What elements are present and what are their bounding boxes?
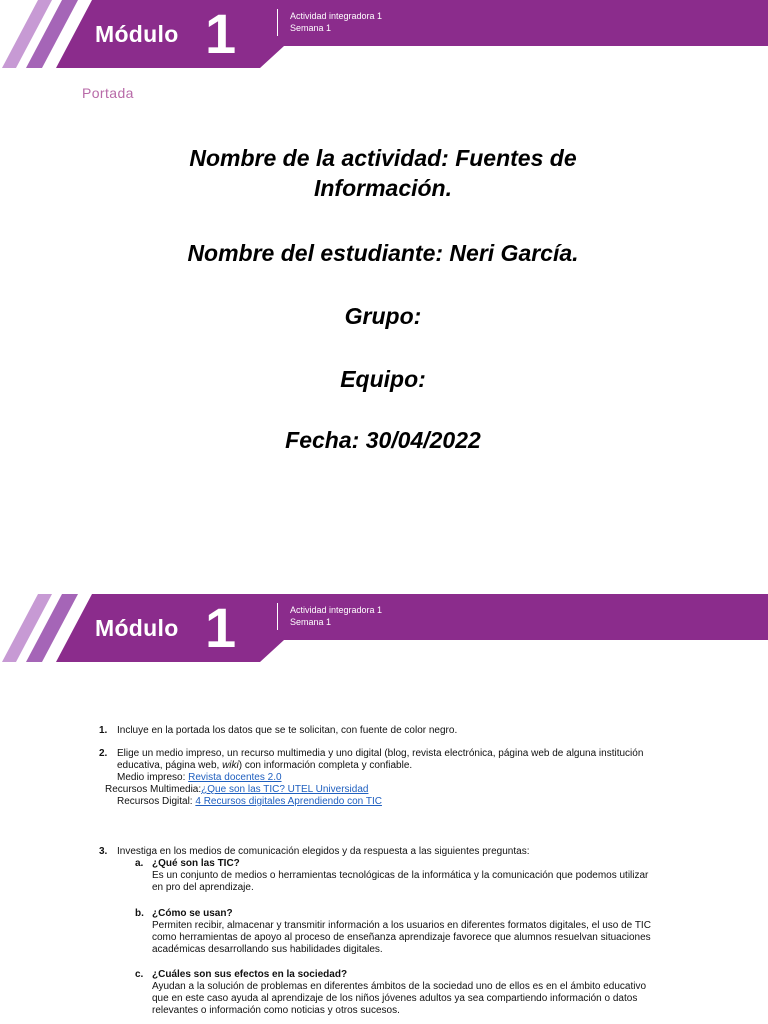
digital-resource-link[interactable]: 4 Recursos digitales Aprendiendo con TIC xyxy=(195,796,382,807)
activity-title xyxy=(100,143,666,203)
header-divider xyxy=(277,9,278,36)
answer-b-line2: como herramientas de apoyo al proceso de enseñanza aprendizaje favorece que alumnos resuelvan situaciones xyxy=(152,932,651,943)
answer-c-line2: que en este caso ayuda al aprendizaje de los niños jóvenes adultos ya sea compartiendo información o datos xyxy=(152,993,638,1004)
module-number: 1 xyxy=(205,596,237,659)
module-number: 1 xyxy=(205,2,237,65)
date-field: Fecha: 30/04/2022 xyxy=(285,427,481,453)
group-field: Grupo: xyxy=(344,303,422,329)
item-2-line2-a: educativa, página web, xyxy=(117,760,223,771)
team-field: Equipo: xyxy=(340,366,426,392)
question-c-letter: c. xyxy=(135,969,144,980)
instructions-page xyxy=(0,586,768,1024)
activity-title-line2: Información. xyxy=(313,175,452,201)
printed-medium-link[interactable]: Revista docentes 2.0 xyxy=(188,772,282,783)
item-2-line1: Elige un medio impreso, un recurso multimedia y uno digital (blog, revista electrónica, página web de alguna institución xyxy=(117,748,644,759)
digital-resource xyxy=(117,796,382,808)
week-label: Semana 1 xyxy=(290,617,332,627)
printed-medium xyxy=(117,772,282,784)
question-b-letter: b. xyxy=(135,908,144,919)
answer-a-line2: en pro del aprendizaje. xyxy=(152,882,254,893)
activity-name: Actividad integradora 1 xyxy=(290,11,383,21)
digital-resource-label: Recursos Digital: xyxy=(117,796,196,807)
student-name: Nombre del estudiante: Neri García. xyxy=(187,240,579,266)
item-2-line2-b: ) con información completa y confiable. xyxy=(238,760,413,771)
item-2-number: 2. xyxy=(99,748,108,759)
answer-c-line3: relevantes o información como noticias y otros sucesos. xyxy=(152,1005,400,1016)
question-a-letter: a. xyxy=(135,858,144,869)
answer-b-line3: académicas desarrollando sus habilidades digitales. xyxy=(152,944,383,955)
item-3-number: 3. xyxy=(99,846,108,857)
question-c: ¿Cuáles son sus efectos en la sociedad? xyxy=(152,969,348,980)
multimedia-resource xyxy=(105,784,368,796)
section-label: Portada xyxy=(82,85,134,101)
answer-a-line1: Es un conjunto de medios o herramientas tecnológicas de la informática y la comunicación que podemos utilizar xyxy=(152,870,649,881)
module-label: Módulo xyxy=(95,615,179,641)
answer-b-line1: Permiten recibir, almacenar y transmitir información a los usuarios en diferentes formatos digitales, el uso de TIC xyxy=(152,920,651,931)
printed-medium-label: Medio impreso: xyxy=(117,772,189,783)
activity-title-line1: Nombre de la actividad: Fuentes de xyxy=(189,145,577,171)
instructions-content xyxy=(0,586,768,1024)
answer-c-line1: Ayudan a la solución de problemas en diferentes ámbitos de la sociedad uno de ellos es en el ámbito educativo xyxy=(152,981,647,992)
activity-name: Actividad integradora 1 xyxy=(290,605,383,615)
module-label: Módulo xyxy=(95,21,179,47)
module-banner xyxy=(0,0,768,70)
multimedia-resource-link[interactable]: ¿Que son las TIC? UTEL Universidad xyxy=(201,784,369,795)
week-label: Semana 1 xyxy=(290,23,332,33)
question-a: ¿Qué son las TIC? xyxy=(152,858,240,869)
item-3-intro: Investiga en los medios de comunicación elegidos y da respuesta a las siguientes preguntas: xyxy=(117,846,530,857)
multimedia-resource-label: Recursos Multimedia: xyxy=(105,784,202,795)
item-2-line2 xyxy=(117,760,412,772)
item-2-wiki: wiki xyxy=(222,760,239,771)
question-b: ¿Cómo se usan? xyxy=(152,908,233,919)
item-1-number: 1. xyxy=(99,725,108,736)
header-meta xyxy=(290,10,382,34)
item-1-text: Incluye en la portada los datos que se te solicitan, con fuente de color negro. xyxy=(117,725,458,736)
